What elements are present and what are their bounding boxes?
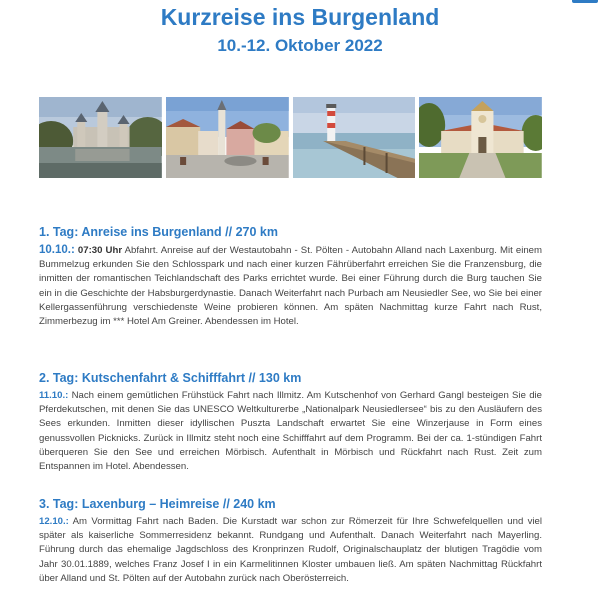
day-2-heading: 2. Tag: Kutschenfahrt & Schifffahrt // 130 km (39, 371, 302, 385)
day-1-description (39, 243, 542, 329)
day-2-section (39, 370, 542, 474)
page-title: Kurzreise ins Burgenland (160, 4, 440, 30)
day-3-date: 12.10.: (39, 516, 69, 527)
day-1-section (39, 224, 542, 329)
day-2-description (39, 389, 542, 474)
day-1-heading: 1. Tag: Anreise ins Burgenland // 270 km (39, 225, 278, 239)
day-1-date: 10.10.: (39, 244, 75, 256)
day-1-time: 07:30 Uhr (77, 245, 123, 256)
corner-accent-mark (572, 0, 598, 3)
day-2-date: 11.10.: (39, 390, 69, 401)
day-2-text: Nach einem gemütlichen Frühstück Fahrt nach Illmitz. Am Kutschenhof von Gerhard Gangl besteigen Sie die Pferdekutschen, mit denen Sie das UNESCO Weltkulturerbe „Nationalpark Neusiedlersee“ bis zu den Ausläufern des Sees erkunden. Inmitten dieser idyllischen Puszta Landschaft erwartet Sie eine Winzerjause in Form eines genussvollen Picknicks. Zurück in Illmitz steht noch eine Schifffahrt auf dem Programm. Bei der ca. 1-stündigen Fahrt überqueren Sie den See und erreichen Mörbisch. Aufenthalt in Mörbisch und Rückfahrt nach Rust. Zeit zum Entspannen im Hotel. Abendessen. (39, 390, 542, 473)
day-3-heading: 3. Tag: Laxenburg – Heimreise // 240 km (39, 497, 276, 511)
page-subtitle: 10.-12. Oktober 2022 (217, 36, 383, 55)
day-3-text: Am Vormittag Fahrt nach Baden. Die Kurstadt war schon zur Römerzeit für Ihre Schwefelquellen und viel später als kaiserliche Sommerresidenz bekannt. Rundgang und Aufenthalt. Danach Weiterfahrt nach Mayerling. Führung durch das ehemalige Jagdschloss des Kronprinzen Rudolf, Originalschauplatz der blutigen Tragödie vom Jahr 30.01.1889, welches Franz Josef I in ein Karmelitinnen Kloster umbauen ließ. Am späten Nachmittag Rückfahrt über Alland und St. Pölten auf der Autobahn zurück nach Oberösterreich. (39, 516, 542, 584)
photo-strip (39, 97, 542, 178)
castle-lake-photo (39, 97, 162, 178)
day-3-description (39, 515, 542, 586)
day-1-text: Abfahrt. Anreise auf der Westautobahn - St. Pölten - Autobahn Alland nach Laxenburg. Mit einem Bummelzug erkunden Sie den Schlosspark und nach einer kurzen Fährüberfahrt erreichen Sie die Franzensburg, die inmitten der romantischen Teichlandschaft des Parks errichtet wurde. Bei einer Führung durch die Burg tauchen Sie ein in die Geschichte der Habsburgerdynastie. Danach Weiterfahrt nach Purbach am Neusiedler See, wo Sie bei einer Kellergassenführung verschiedenste Weine probieren können. Am späten Nachmittag kurze Fahrt nach Rust, Zimmerbezug im *** Hotel Am Greiner. Abendessen im Hotel. (39, 245, 543, 328)
lighthouse-pier-photo (293, 97, 416, 178)
baroque-palace-photo (419, 97, 542, 178)
day-3-section (39, 496, 542, 586)
town-square-photo (166, 97, 289, 178)
